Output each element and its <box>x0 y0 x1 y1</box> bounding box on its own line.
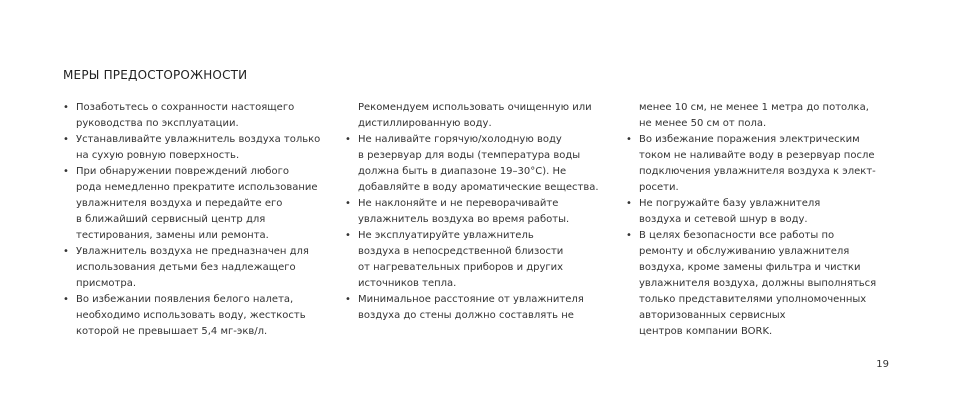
text-line: воздуха до стены должно составлять не <box>358 310 574 321</box>
text-line: присмотра. <box>76 278 137 289</box>
text-line: использования детьми без надлежащего <box>76 262 296 273</box>
text-line: менее 10 см, не менее 1 метра до потолка, <box>639 102 869 113</box>
text-line: • Устанавливайте увлажнитель воздуха только <box>76 134 321 145</box>
bullet-item <box>63 100 325 132</box>
text-line: росети. <box>639 182 679 193</box>
text-line: воздуха в непосредственной близости <box>358 246 564 257</box>
bullet-item <box>63 164 325 244</box>
continuation-text <box>345 100 607 132</box>
text-line: • Во избежании появления белого налета, <box>76 294 294 305</box>
text-line: тестирования, замены или ремонта. <box>76 230 269 241</box>
text-line: • Минимальное расстояние от увлажнителя <box>358 294 584 305</box>
page-number: 19 <box>876 359 889 370</box>
text-line: увлажнителя воздуха, должны выполняться <box>639 278 877 289</box>
bullet-item <box>345 228 607 292</box>
text-line: необходимо использовать воду, жесткость <box>76 310 306 321</box>
column-1 <box>63 100 325 340</box>
text-line: • При обнаружении повреждений любого <box>76 166 289 177</box>
text-line: от нагревательных приборов и других <box>358 262 564 273</box>
text-line: • В целях безопасности все работы по <box>639 230 835 241</box>
text-line: источников тепла. <box>358 278 457 289</box>
bullet-item <box>626 228 888 340</box>
text-line: воздуха и сетевой шнур в воду. <box>639 214 808 225</box>
text-line: руководства по эксплуатации. <box>76 118 239 129</box>
bullet-item <box>63 132 325 164</box>
text-line: в резервуар для воды (температура воды <box>358 150 581 161</box>
text-line: • Не наклоняйте и не переворачивайте <box>358 198 559 209</box>
bullet-item <box>345 132 607 196</box>
text-line: ремонту и обслуживанию увлажнителя <box>639 246 850 257</box>
column-2 <box>345 100 607 324</box>
continuation-text <box>626 100 888 132</box>
text-line: дистиллированную воду. <box>358 118 492 129</box>
text-line: которой не превышает 5,4 мг-экв/л. <box>76 326 268 337</box>
text-line: в ближайший сервисный центр для <box>76 214 266 225</box>
text-line: увлажнителя воздуха и передайте его <box>76 198 283 209</box>
text-line: не менее 50 см от пола. <box>639 118 767 129</box>
bullet-item <box>626 196 888 228</box>
column-3 <box>626 100 888 340</box>
text-line: подключения увлажнителя воздуха к элект- <box>639 166 876 177</box>
text-line: Рекомендуем использовать очищенную или <box>358 102 592 113</box>
text-line: • Позаботьтесь о сохранности настоящего <box>76 102 295 113</box>
text-line: рода немедленно прекратите использование <box>76 182 318 193</box>
text-line: на сухую ровную поверхность. <box>76 150 240 161</box>
text-line: авторизованных сервисных <box>639 310 786 321</box>
text-line: • Не погружайте базу увлажнителя <box>639 198 821 209</box>
text-line: • Не эксплуатируйте увлажнитель <box>358 230 534 241</box>
page-title: МЕРЫ ПРЕДОСТОРОЖНОСТИ <box>63 68 248 82</box>
text-line: воздуха, кроме замены фильтра и чистки <box>639 262 861 273</box>
text-line: • Во избежание поражения электрическим <box>639 134 860 145</box>
text-line: • Увлажнитель воздуха не предназначен для <box>76 246 309 257</box>
bullet-item <box>345 292 607 324</box>
text-line: током не наливайте воду в резервуар после <box>639 150 875 161</box>
text-line: добавляйте в воду ароматические вещества. <box>358 182 599 193</box>
text-line: центров компании BORK. <box>639 326 773 337</box>
bullet-item <box>345 196 607 228</box>
text-line: только представителями уполномоченных <box>639 294 867 305</box>
text-line: • Не наливайте горячую/холодную воду <box>358 134 562 145</box>
text-line: увлажнитель воздуха во время работы. <box>358 214 570 225</box>
bullet-item <box>626 132 888 196</box>
bullet-item <box>63 244 325 292</box>
text-line: должна быть в диапазоне 19–30°C). Не <box>358 166 567 177</box>
bullet-item <box>63 292 325 340</box>
